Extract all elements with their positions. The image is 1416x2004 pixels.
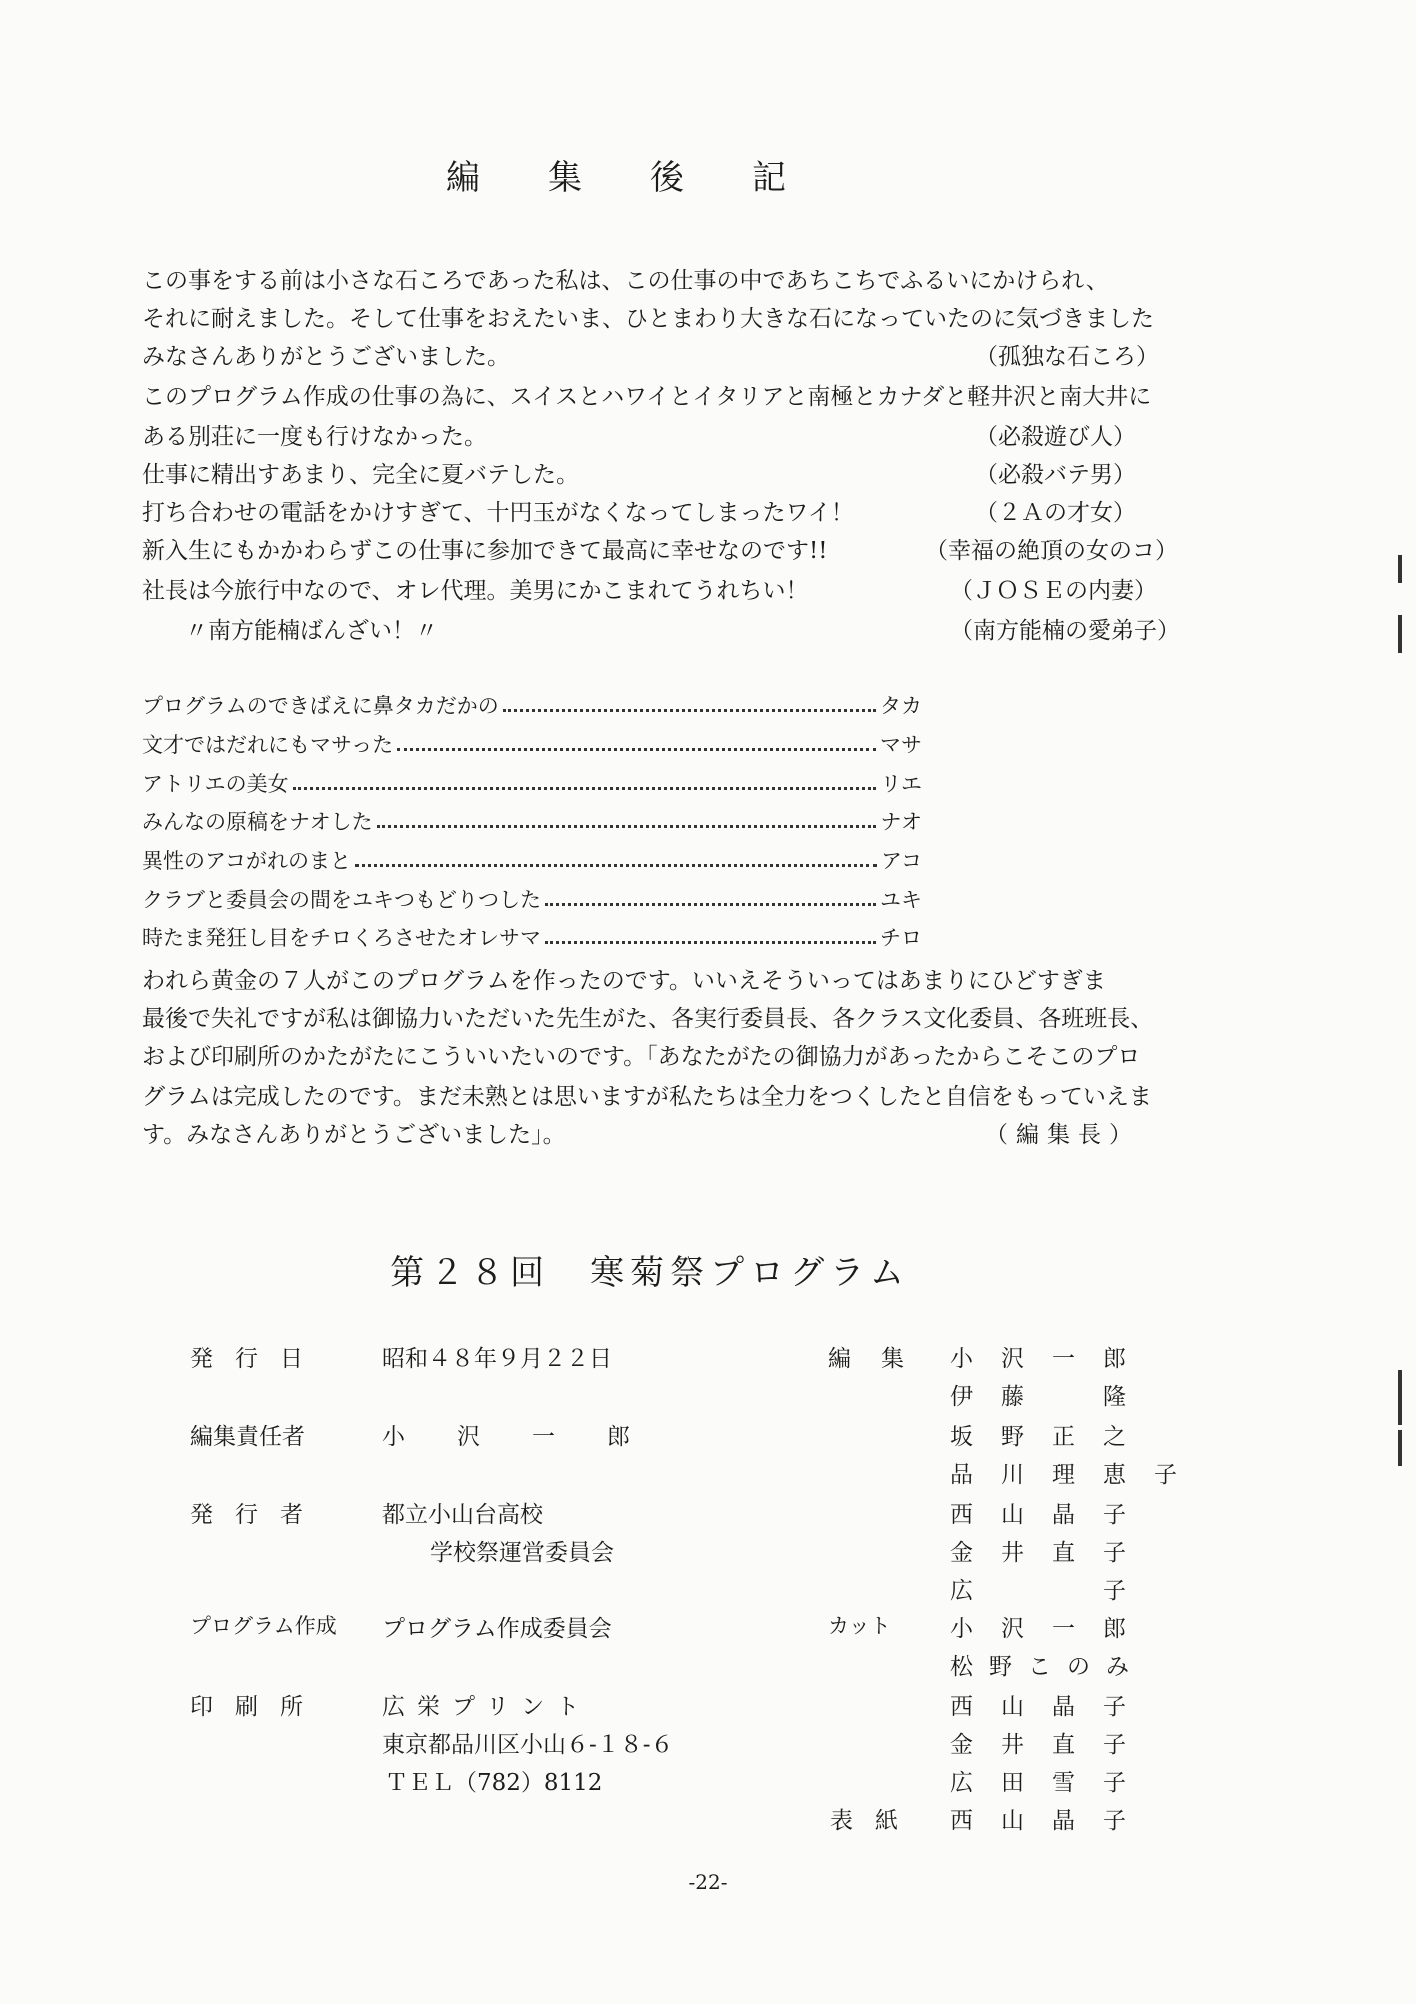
member-desc: 文才ではだれにもマサった (142, 733, 394, 757)
printer-name: 広栄プリント (382, 1694, 592, 1720)
scan-mark (1398, 1370, 1402, 1425)
signature: （ＪＯＳＥの内妻） (950, 578, 1157, 604)
dot-leader (397, 729, 876, 751)
afterword-line: 社長は今旅行中なので、オレ代理。美男にかこまれてうれちい！ (142, 578, 809, 604)
scan-mark (1398, 1430, 1402, 1466)
afterword-line: ある別荘に一度も行けなかった。 (142, 424, 487, 450)
member-row (142, 768, 922, 798)
editor-in-chief: 小沢一郎 (382, 1424, 682, 1450)
staff-name: 広田雪子 (950, 1770, 1154, 1796)
closing-line: 最後で失礼ですが私は御協力いただいた先生がた、各実行委員長、各クラス文化委員、各班班長、 (142, 1006, 1154, 1032)
cover-label: 表紙 (830, 1808, 920, 1834)
member-row (142, 690, 922, 720)
signature: （幸福の絶頂の女のコ） (925, 538, 1178, 564)
afterword-line: 打ち合わせの電話をかけすぎて、十円玉がなくなってしまったワイ！ (142, 500, 854, 526)
member-row (142, 845, 922, 875)
member-desc: アトリエの美女 (142, 772, 289, 796)
staff-name: 小沢一郎 (950, 1616, 1154, 1642)
dot-leader (503, 690, 876, 712)
staff-name: 伊藤 隆 (950, 1384, 1154, 1410)
member-name: ユキ (880, 888, 922, 912)
member-desc: 異性のアコがれのまと (142, 849, 351, 873)
staff-name: 西山晶子 (950, 1808, 1154, 1834)
publisher-committee: 学校祭運営委員会 (430, 1540, 614, 1566)
closing-line: グラムは完成したのです。まだ未熟とは思いますが私たちは全力をつくしたと自信をもっていえま (142, 1084, 1152, 1110)
dot-leader (355, 845, 877, 867)
issue-date: 昭和４８年９月２２日 (382, 1346, 612, 1372)
closing-line: われら黄金の７人がこのプログラムを作ったのです。いいえそういってはあまりにひどすぎま (142, 968, 1106, 994)
dot-leader (545, 884, 876, 906)
staff-name: 品川理恵子 (950, 1462, 1205, 1488)
closing-line: および印刷所のかたがたにこういいたいのです。「あなたがたの御協力があったからこそこのプロ (142, 1044, 1141, 1070)
editor-in-chief-label: 編集責任者 (190, 1424, 305, 1450)
dot-leader (377, 806, 877, 828)
member-row (142, 922, 922, 952)
program-value: プログラム作成委員会 (382, 1616, 612, 1642)
page-number: -22- (688, 1870, 728, 1894)
afterword-line: 〃南方能楠ばんざい！〃 (185, 618, 438, 644)
chief-editor-signature: （編集長） (985, 1122, 1140, 1148)
signature: （２Ａの才女） (975, 500, 1136, 526)
publisher-school: 都立小山台高校 (382, 1502, 543, 1528)
page-title: 編集後記 (446, 158, 854, 198)
staff-name: 西山晶子 (950, 1694, 1154, 1720)
publisher-label: 発行者 (190, 1502, 325, 1528)
cut-label: カット (828, 1614, 891, 1638)
afterword-line: それに耐えました。そして仕事をおえたいま、ひとまわり大きな石になっていたのに気づきました (142, 306, 1154, 332)
signature: （必殺バテ男） (975, 462, 1136, 488)
staff-name: 坂野正之 (950, 1424, 1154, 1450)
staff-name: 広 子 (950, 1578, 1154, 1604)
staff-name: 金井直子 (950, 1540, 1154, 1566)
afterword-line: この事をする前は小さな石ころであった私は、この仕事の中であちこちでふるいにかけられ、 (142, 268, 1109, 294)
member-row (142, 806, 922, 836)
member-name: リエ (880, 772, 922, 796)
closing-line: す。みなさんありがとうございました」。 (142, 1122, 566, 1148)
member-name: チロ (880, 926, 922, 950)
scan-mark (1398, 555, 1402, 583)
scan-mark (1398, 615, 1402, 653)
signature: （必殺遊び人） (975, 424, 1136, 450)
dot-leader (545, 922, 876, 944)
program-title: 第２８回 寒菊祭プログラム (390, 1253, 910, 1293)
printer-label: 印刷所 (190, 1694, 325, 1720)
member-desc: 時たま発狂し目をチロくろさせたオレサマ (142, 926, 541, 950)
member-desc: プログラムのできばえに鼻タカだかの (142, 694, 499, 718)
afterword-line: このプログラム作成の仕事の為に、スイスとハワイとイタリアと南極とカナダと軽井沢と南大井に (142, 384, 1152, 410)
afterword-line: 仕事に精出すあまり、完全に夏バテした。 (142, 462, 579, 488)
afterword-line: みなさんありがとうございました。 (142, 344, 510, 370)
signature: （南方能楠の愛弟子） (950, 618, 1180, 644)
dot-leader (293, 768, 877, 790)
staff-name: 西山晶子 (950, 1502, 1154, 1528)
member-row (142, 884, 922, 914)
editing-label: 編集 (828, 1346, 934, 1372)
printer-tel: ＴＥＬ（782）8112 (385, 1770, 603, 1796)
signature: （孤独な石ころ） (975, 344, 1159, 370)
program-label: プログラム作成 (190, 1614, 337, 1638)
member-name: タカ (880, 694, 922, 718)
member-name: マサ (880, 733, 922, 757)
member-desc: クラブと委員会の間をユキつもどりつした (142, 888, 541, 912)
member-name: アコ (881, 849, 922, 873)
printer-address: 東京都品川区小山６-１８-６ (382, 1732, 674, 1758)
staff-name: 松野このみ (950, 1654, 1145, 1680)
staff-name: 金井直子 (950, 1732, 1154, 1758)
member-row (142, 729, 922, 759)
member-desc: みんなの原稿をナオした (142, 810, 373, 834)
issue-date-label: 発行日 (190, 1346, 325, 1372)
afterword-line: 新入生にもかかわらずこの仕事に参加できて最高に幸せなのです!! (142, 538, 828, 564)
staff-name: 小沢一郎 (950, 1346, 1154, 1372)
member-name: ナオ (880, 810, 922, 834)
